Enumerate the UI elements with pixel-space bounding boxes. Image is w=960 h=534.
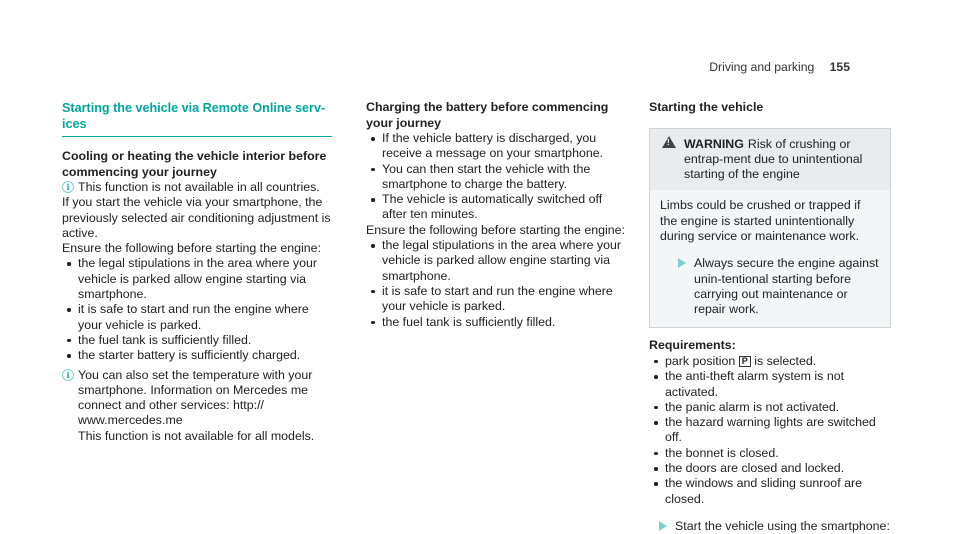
paragraph: If you start the vehicle via your smartphone, the previously selected air conditioning adjustment is active. (62, 195, 331, 240)
bullet-list (366, 131, 626, 223)
list-item: it is safe to start and run the engine where your vehicle is parked. (366, 284, 626, 315)
subsection-title: Starting the vehicle (649, 100, 764, 114)
list-item: The vehicle is automatically switched off after ten minutes. (366, 192, 626, 223)
list-item: the fuel tank is sufficiently filled. (366, 315, 626, 330)
list-item: If the vehicle battery is discharged, you receive a message on your smartphone. (366, 131, 626, 162)
list-item: the anti-theft alarm system is not activated. (649, 369, 891, 400)
note-text: This function is not available in all countries. (78, 180, 320, 194)
note-text: You can also set the temperature with your smartphone. Information on Mercedes me connect and other services: http:// (78, 367, 313, 413)
warning-head-text: Risk of crushing or entrap-ment due to unintentional starting of the engine (684, 136, 863, 182)
action-step (649, 519, 891, 534)
list-item: the panic alarm is not activated. (649, 400, 891, 415)
note-link[interactable]: www.mercedes.me (78, 413, 183, 428)
list-item: the doors are closed and locked. (649, 461, 891, 476)
paragraph: Ensure the following before starting the engine: (62, 241, 321, 256)
section-title: Starting the vehicle via Remote Online serv-ices (62, 100, 332, 137)
info-note (62, 368, 332, 444)
requirements-title: Requirements: (649, 338, 736, 353)
action-arrow-icon (678, 258, 686, 268)
warning-text: Limbs could be crushed or trapped if the engine is started unintentionally during service or maintenance work. (660, 198, 861, 243)
page-number: 155 (829, 60, 850, 74)
list-item: the fuel tank is sufficiently filled. (62, 333, 332, 348)
list-item: the legal stipulations in the area where your vehicle is parked allow engine starting via smartphone. (62, 256, 332, 302)
action-text: Start the vehicle using the smartphone: (675, 518, 890, 533)
list-item: the legal stipulations in the area where your vehicle is parked allow engine starting via smartphone. (366, 238, 626, 284)
action-step (660, 256, 880, 317)
column-3 (649, 100, 891, 534)
bullet-list (366, 238, 626, 330)
action-arrow-icon (659, 521, 667, 531)
warning-header: ! WARNING Risk of crushing or entrap-ment due to unintentional starting of the engine (650, 129, 890, 191)
list-item: it is safe to start and run the engine where your vehicle is parked. (62, 302, 332, 333)
column-1 (62, 100, 332, 444)
subsection-title: Charging the battery before commencing your journey (366, 100, 609, 130)
info-note (62, 180, 332, 195)
bullet-list (62, 256, 332, 363)
list-item: the bonnet is closed. (649, 446, 891, 461)
warning-label: WARNING (684, 136, 744, 151)
warning-box (649, 128, 891, 329)
list-item: the starter battery is sufficiently charged. (62, 348, 332, 363)
list-item: park position P is selected. (649, 354, 891, 369)
section-name: Driving and parking (709, 60, 815, 74)
list-item: the hazard warning lights are switched off. (649, 415, 891, 446)
action-text: Always secure the engine against unin-tentional starting before carrying out maintenance or repair work. (694, 256, 879, 317)
list-item: You can then start the vehicle with the smartphone to charge the battery. (366, 162, 626, 193)
list-item: the windows and sliding sunroof are closed. (649, 476, 891, 507)
info-icon: i (62, 369, 74, 381)
park-position-symbol: P (739, 356, 751, 367)
requirements-list (649, 354, 891, 507)
warning-body (650, 190, 890, 327)
paragraph: Ensure the following before starting the engine: (366, 222, 625, 237)
note-text: This function is not available for all models. (78, 428, 315, 443)
column-2 (366, 100, 626, 330)
info-icon: i (62, 181, 74, 193)
subsection-title: Cooling or heating the vehicle interior before commencing your journey (62, 149, 327, 179)
page-header (709, 60, 850, 75)
